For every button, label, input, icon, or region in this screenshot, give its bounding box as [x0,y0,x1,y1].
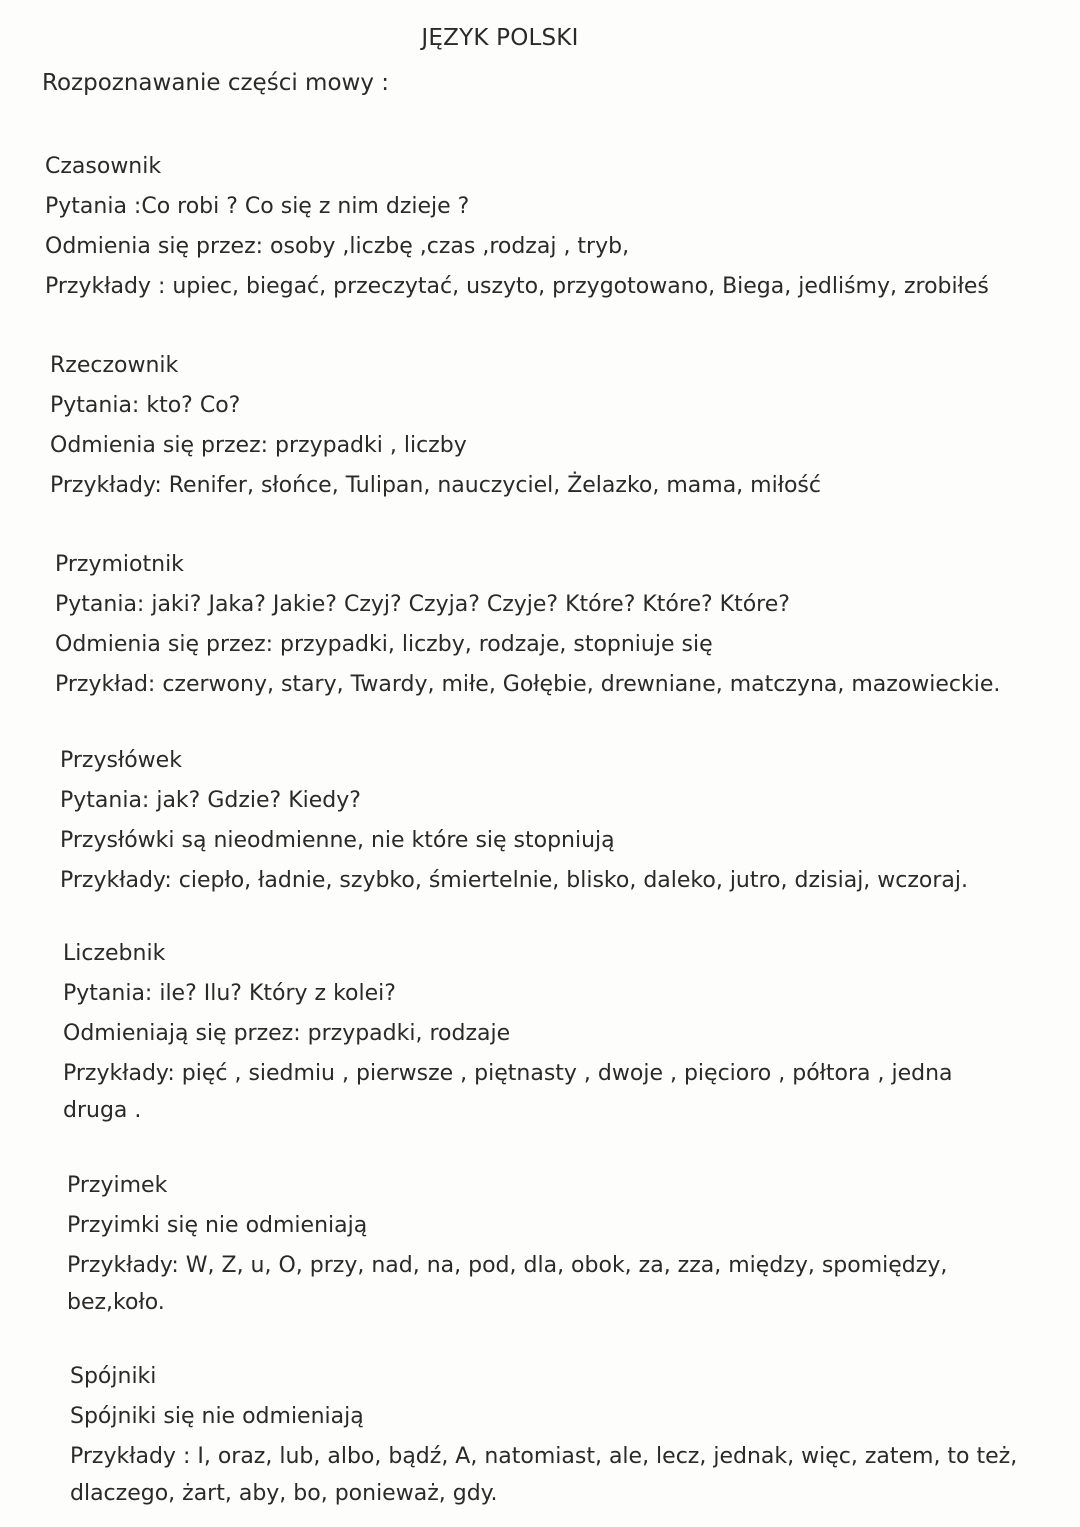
section-rzeczownik [50,346,821,506]
section-examples: Przykłady: pięć , siedmiu , pierwsze , piętnasty , dwoje , pięcioro , półtora , jedna [63,1061,953,1086]
section-examples-continued: dlaczego, żart, aby, bo, ponieważ, gdy. [70,1481,498,1506]
section-questions: Pytania: jaki? Jaka? Jakie? Czyj? Czyja? Czyje? Które? Które? Które? [55,592,790,617]
section-heading: Przymiotnik [55,552,184,577]
section-inflection: Odmienia się przez: przypadki, liczby, rodzaje, stopniuje się [55,632,713,657]
section-examples: Przykłady : I, oraz, lub, albo, bądź, A, natomiast, ale, lecz, jednak, więc, zatem, to też, [70,1444,1018,1469]
section-examples: Przykłady: Renifer, słońce, Tulipan, nauczyciel, Żelazko, mama, miłość [50,473,821,498]
section-inflection: Odmienia się przez: osoby ,liczbę ,czas ,rodzaj , tryb, [45,234,630,259]
section-heading: Czasownik [45,154,162,179]
section-examples: Przykład: czerwony, stary, Twardy, miłe, Gołębie, drewniane, matczyna, mazowieckie. [55,672,1001,697]
section-czasownik [45,147,989,307]
section-heading: Rzeczownik [50,353,179,378]
page-title: JĘZYK POLSKI [421,25,579,51]
section-przyslowek [60,741,968,901]
section-przymiotnik [55,545,1000,705]
section-examples: Przykłady : upiec, biegać, przeczytać, uszyto, przygotowano, Biega, jedliśmy, zrobiłeś [45,274,989,299]
section-examples: Przykłady: ciepło, ładnie, szybko, śmiertelnie, blisko, daleko, jutro, dzisiaj, wczoraj. [60,868,969,893]
section-questions: Pytania :Co robi ? Co się z nim dzieje ? [45,194,470,219]
section-examples-continued: bez,koło. [67,1290,165,1315]
intro-text: Rozpoznawanie części mowy : [42,70,389,96]
section-inflection: Odmieniają się przez: przypadki, rodzaje [63,1021,511,1046]
section-heading: Przyimek [67,1173,168,1198]
section-examples: Przykłady: W, Z, u, O, przy, nad, na, pod, dla, obok, za, zza, między, spomiędzy, [67,1253,948,1278]
section-liczebnik [63,934,953,1128]
section-questions: Pytania: jak? Gdzie? Kiedy? [60,788,361,813]
section-rule: Przyimki się nie odmieniają [67,1213,368,1238]
section-przyimek [67,1166,947,1320]
section-inflection: Odmienia się przez: przypadki , liczby [50,433,467,458]
section-heading: Liczebnik [63,941,166,966]
section-questions: Pytania: kto? Co? [50,393,241,418]
section-examples-continued: druga . [63,1098,142,1123]
section-spojniki [70,1357,1017,1511]
section-rule: Spójniki się nie odmieniają [70,1404,364,1429]
section-heading: Przysłówek [60,748,182,773]
section-questions: Pytania: ile? Ilu? Który z kolei? [63,981,396,1006]
section-heading: Spójniki [70,1364,157,1389]
section-rule: Przysłówki są nieodmienne, nie które się stopniują [60,828,615,853]
